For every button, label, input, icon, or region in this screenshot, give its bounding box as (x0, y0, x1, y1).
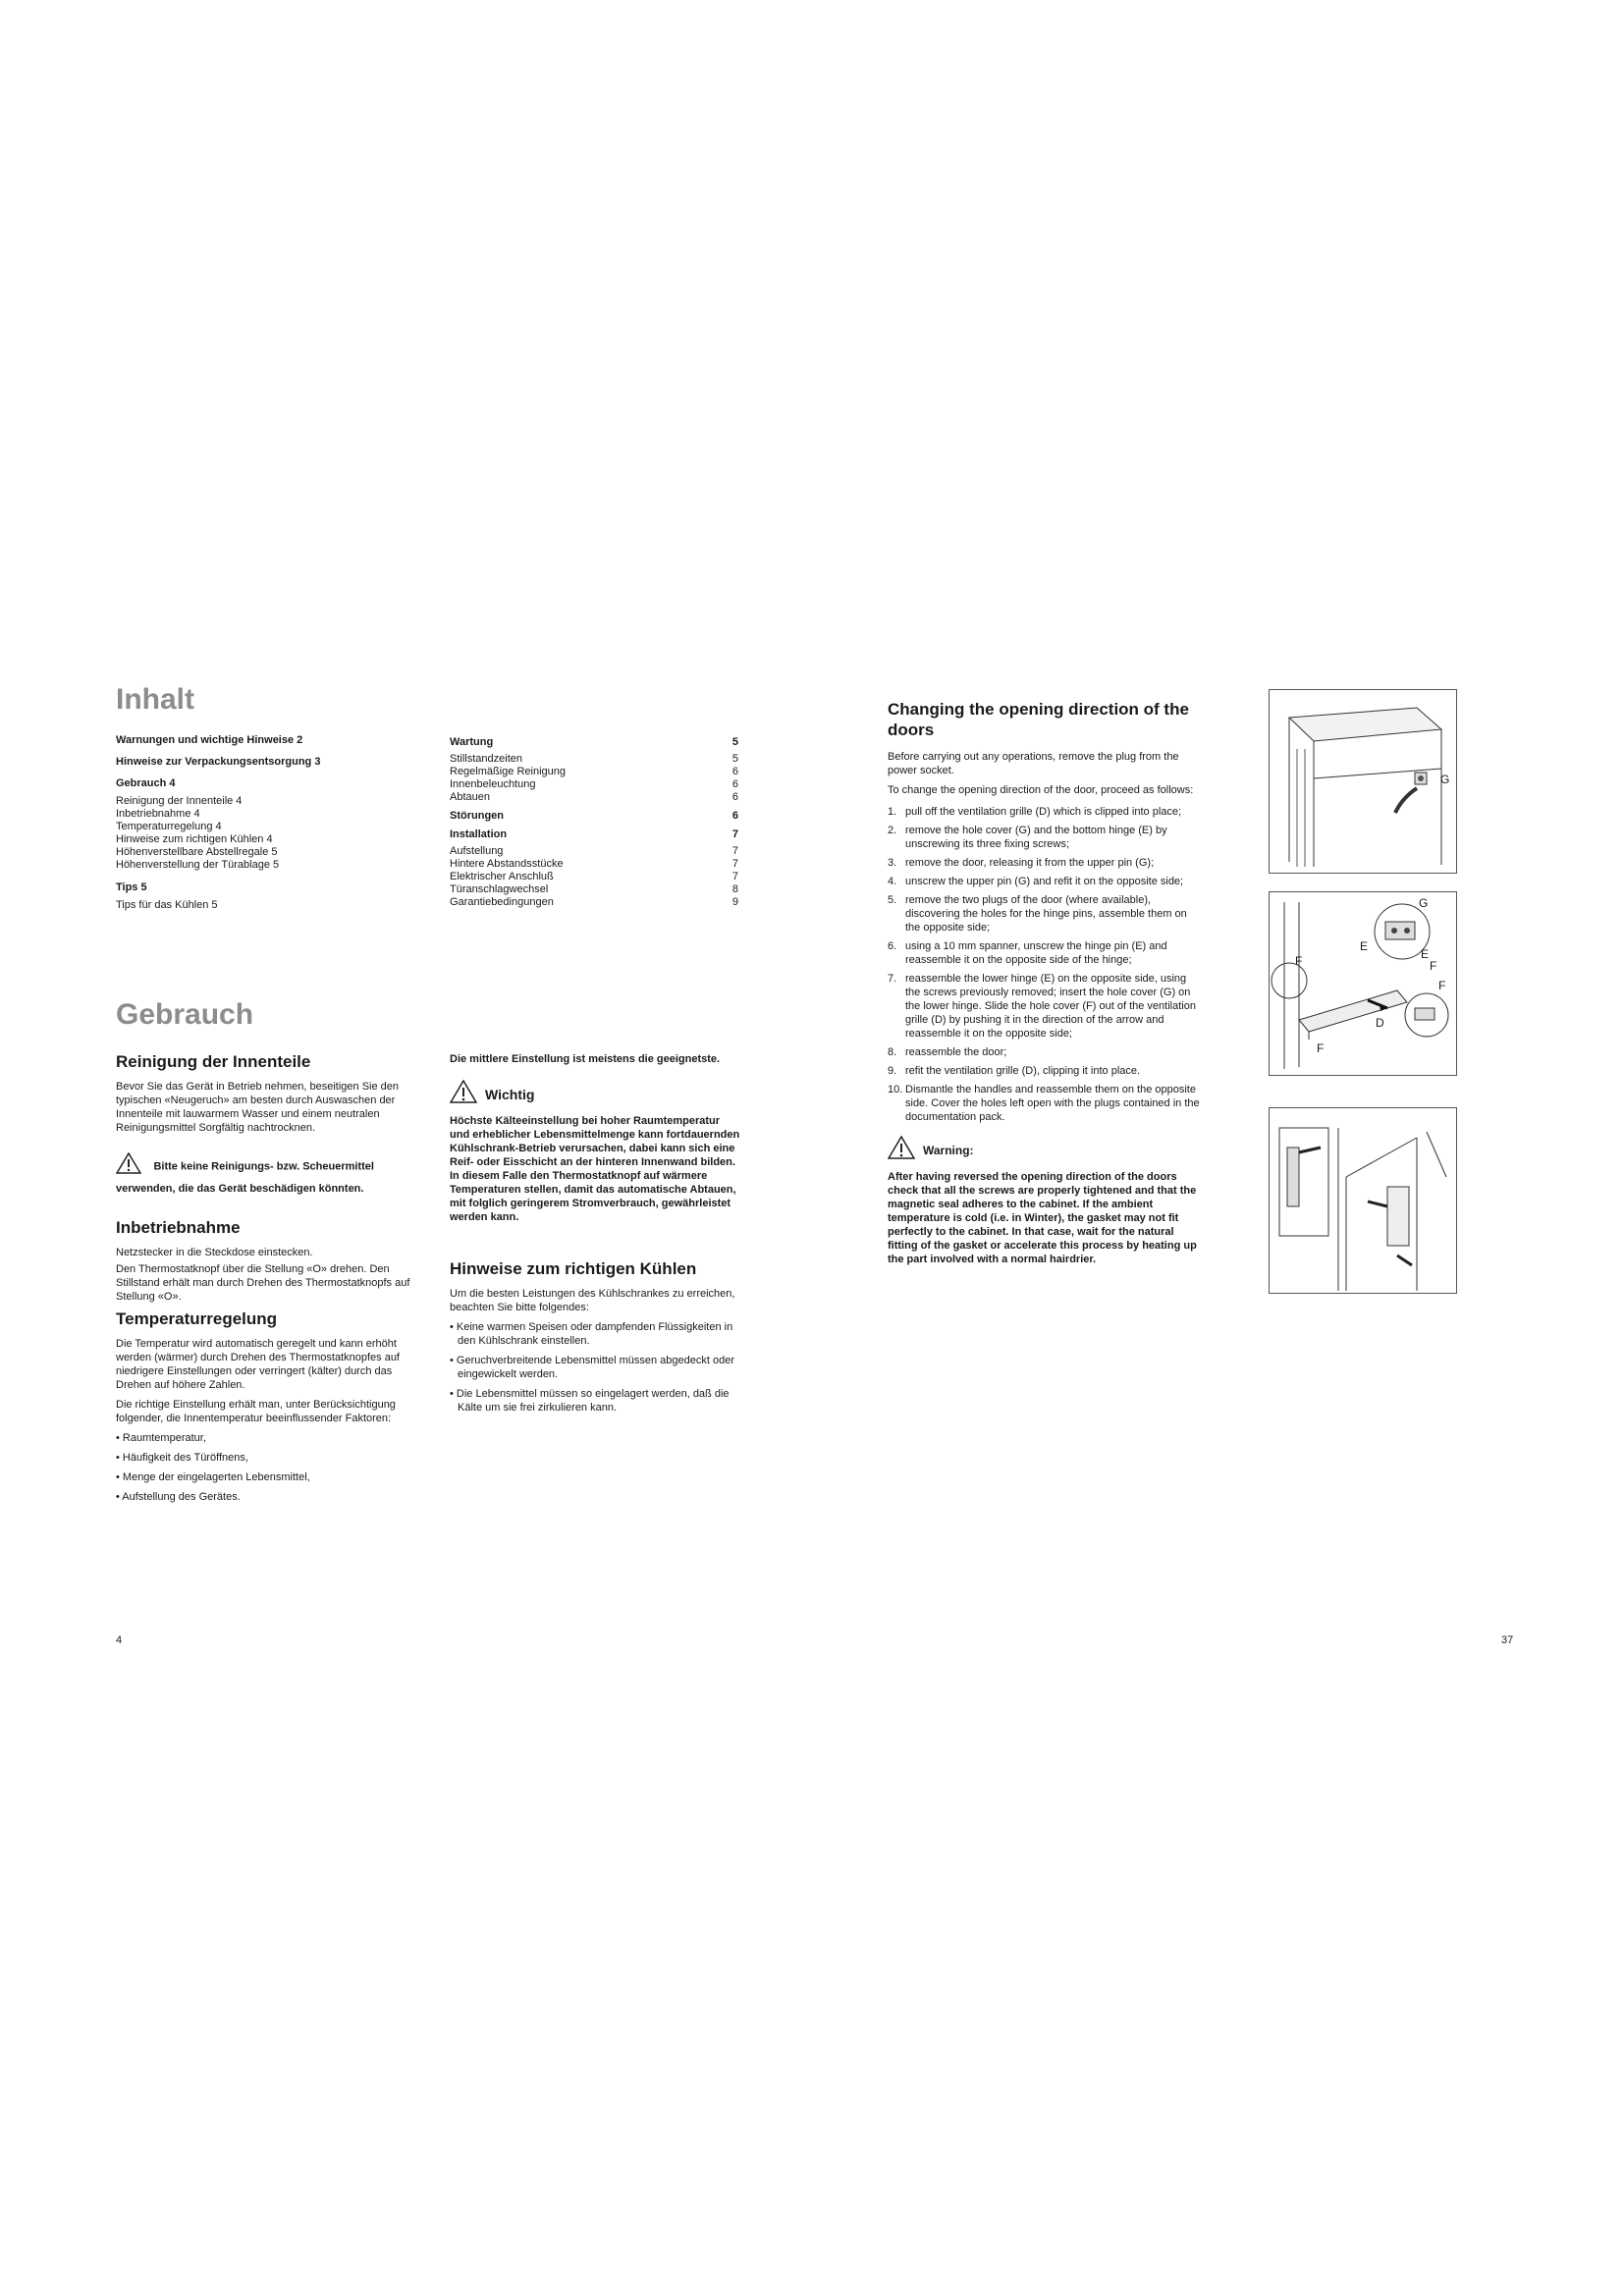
intro-paragraph-1: Before carrying out any operations, remove the plug from the power socket. (888, 751, 1179, 776)
temperaturregelung-p2: Die richtige Einstellung erhält man, unter Berücksichtigung folgender, die Innentemperatur beeinflussender Faktoren: (116, 1399, 396, 1424)
toc-entry: Höhenverstellbare Abstellregale 5 (116, 846, 278, 858)
step-item (888, 1064, 1200, 1078)
factor-item: • Aufstellung des Gerätes. (116, 1491, 241, 1503)
toc-entry (450, 896, 738, 909)
step-text: reassemble the door; (905, 1046, 1007, 1058)
step-text: reassemble the lower hinge (E) on the opposite side, using the screws previously removed; insert the hole cover (G) on the lower hinge. Slide the hole cover (F) out of the ventilation grille (D) by pushing it in the direction of the arrow and reassemble it on the opposite side; (905, 973, 1196, 1040)
toc-entry-page: 8 (731, 883, 738, 895)
inbetriebnahme-heading: Inbetriebnahme (116, 1218, 241, 1237)
label-f: F (1438, 979, 1446, 992)
toc-entry-label: Abtauen (450, 791, 490, 803)
step-number: 7. (888, 973, 897, 985)
warning-triangle-icon (450, 1080, 477, 1108)
toc-entry (450, 883, 738, 896)
toc-entry-label: Aufstellung (450, 845, 504, 857)
step-item (888, 1083, 1200, 1124)
toc-entry-page: 7 (731, 845, 738, 857)
step-text: pull off the ventilation grille (D) which is clipped into place; (905, 806, 1182, 818)
toc-entry (450, 810, 738, 823)
toc-entry: Hinweise zur Verpackungsentsorgung 3 (116, 756, 321, 768)
toc-entry-page: 7 (731, 828, 738, 840)
toc-entry: Warnungen und wichtige Hinweise 2 (116, 734, 303, 746)
temperaturregelung-p1: Die Temperatur wird automatisch geregelt und kann erhöht werden (wärmer) durch Drehen des Thermostatknopfes auf niedrigere Einstellungen oder verringert (kälter) durch das Drehen auf höhere Zahlen. (116, 1338, 400, 1391)
label-f: F (1317, 1041, 1325, 1055)
gebrauch-left-column (116, 1052, 410, 1510)
toc-entry (450, 766, 738, 778)
label-g: G (1419, 896, 1429, 910)
hinweise-item: • Keine warmen Speisen oder dampfenden Flüssigkeiten in den Kühlschrank einstellen. (450, 1321, 733, 1347)
warning-text: After having reversed the opening direction of the doors check that all the screws are properly tightened and that the magnetic seal adheres to the cabinet. If the ambient temperature is cold (i.e. in Winter), the gasket may not fit perfectly to the cabinet. In that case, wait for the natural fitting of the gasket or accelerate this process by heating up the part involved with a normal hairdrier. (888, 1171, 1197, 1265)
hinweise-heading: Hinweise zum richtigen Kühlen (450, 1259, 697, 1278)
toc-entry-page: 6 (731, 791, 738, 803)
wichtig-text: Höchste Kälteeinstellung bei hoher Raumtemperatur und erheblicher Lebensmittelmenge kann fortdauernden Kühlschrank-Betrieb verursachen, dabei kann sich eine Reif- oder Eisschicht an der hinteren Innenwand bilden. In diesem Falle den Thermostatknopf auf wärmere Temperaturen stellen, damit das automatische Abtauen, mit folglich geringerem Stromverbrauch, gewährleistet werden kann. (450, 1115, 740, 1223)
toc-entry (450, 828, 738, 841)
toc-entry-label: Regelmäßige Reinigung (450, 766, 567, 777)
toc-entry-page: 6 (731, 766, 738, 777)
step-number: 1. (888, 806, 897, 818)
toc-entry (450, 858, 738, 871)
factor-item: • Häufigkeit des Türöffnens, (116, 1452, 248, 1464)
step-number: 5. (888, 894, 897, 906)
label-f: F (1430, 959, 1437, 973)
illustration-top-hinge (1269, 689, 1457, 874)
toc-entry-label: Garantiebedingungen (450, 896, 554, 908)
wichtig-row (450, 1080, 740, 1108)
step-text: Dismantle the handles and reassemble them on the opposite side. Cover the holes left open with the plugs contained in the documentation pack. (905, 1084, 1200, 1123)
toc-entry (450, 753, 738, 766)
toc-entry (450, 791, 738, 804)
toc-entry-label: Installation (450, 828, 508, 840)
hinweise-item: • Die Lebensmittel müssen so eingelagert werden, daß die Kälte um sie frei zirkulieren kann. (450, 1388, 730, 1414)
step-number: 3. (888, 857, 897, 869)
toc-entry: Inbetriebnahme 4 (116, 808, 200, 820)
toc-entry-label: Hintere Abstandsstücke (450, 858, 564, 870)
toc-entry-page: 5 (731, 736, 738, 748)
toc-entry: Reinigung der Innenteile 4 (116, 795, 243, 807)
inbetriebnahme-line-1: Netzstecker in die Steckdose einstecken. (116, 1247, 313, 1258)
toc-entry: Tips für das Kühlen 5 (116, 899, 218, 911)
step-item (888, 805, 1200, 819)
step-text: using a 10 mm spanner, unscrew the hinge pin (E) and reassemble it on the opposite side of the hinge; (905, 940, 1167, 966)
toc-entry-label: Wartung (450, 736, 494, 748)
toc-entry-label: Störungen (450, 810, 504, 822)
label-e: E (1360, 939, 1369, 953)
factor-item: • Raumtemperatur, (116, 1432, 206, 1444)
toc-column-2 (450, 736, 738, 909)
step-number: 2. (888, 825, 897, 836)
step-text: remove the two plugs of the door (where available), discovering the holes for the hinge pins, assemble them on the opposite side; (905, 894, 1187, 934)
steps-list (888, 805, 1200, 1124)
toc-column-1 (116, 734, 381, 912)
reinigung-text: Bevor Sie das Gerät in Betrieb nehmen, beseitigen Sie den typischen «Neugeruch» am besten durch Auswaschen der Innenteile mit lauwarmem Wasser und einem neutralen Reinigungsmittel Sorgfältig nachtrocknen. (116, 1081, 400, 1134)
step-item (888, 824, 1200, 851)
right-text-column (888, 699, 1200, 1266)
toc-entry (450, 736, 738, 749)
toc-entry-page: 6 (731, 810, 738, 822)
toc-entry: Hinweise zum richtigen Kühlen 4 (116, 833, 273, 845)
step-number: 9. (888, 1065, 897, 1077)
reinigung-heading: Reinigung der Innenteile (116, 1052, 311, 1071)
temperaturregelung-heading: Temperaturregelung (116, 1309, 278, 1328)
illustration-door-handles (1269, 1107, 1457, 1294)
toc-entry: Höhenverstellung der Türablage 5 (116, 859, 280, 871)
step-text: refit the ventilation grille (D), clipping it into place. (905, 1065, 1141, 1077)
toc-entry-page: 7 (731, 871, 738, 882)
toc-entry-label: Elektrischer Anschluß (450, 871, 554, 882)
illustration-bottom-hinge (1269, 891, 1457, 1076)
warning-label: Warning: (923, 1143, 974, 1157)
page-number-left: 4 (116, 1634, 123, 1646)
step-text: unscrew the upper pin (G) and refit it on the opposite side; (905, 876, 1184, 887)
toc-entry (450, 778, 738, 791)
step-item (888, 893, 1200, 934)
label-e: E (1421, 947, 1430, 961)
gebrauch-right-column (450, 1052, 740, 1420)
step-item (888, 875, 1200, 888)
toc-entry (450, 871, 738, 883)
toc-entry (450, 845, 738, 858)
toc-entry-page: 5 (731, 753, 738, 765)
warning-triangle-icon (116, 1152, 141, 1179)
toc-entry-page: 7 (731, 858, 738, 870)
factor-item: • Menge der eingelagerten Lebensmittel, (116, 1471, 310, 1483)
toc-entry-label: Türanschlagwechsel (450, 883, 549, 895)
step-item (888, 939, 1200, 967)
hinweise-intro: Um die besten Leistungen des Kühlschrankes zu erreichen, beachten Sie bitte folgendes: (450, 1288, 735, 1313)
step-number: 10. (888, 1084, 903, 1095)
step-number: 4. (888, 876, 897, 887)
label-d: D (1376, 1016, 1384, 1030)
mittlere-einstellung: Die mittlere Einstellung ist meistens die geeignetste. (450, 1053, 721, 1065)
hinweise-item: • Geruchverbreitende Lebensmittel müssen abgedeckt oder eingewickelt werden. (450, 1355, 735, 1380)
door-reversal-heading: Changing the opening direction of the doors (888, 700, 1189, 739)
intro-paragraph-2: To change the opening direction of the door, proceed as follows: (888, 784, 1194, 796)
step-text: remove the door, releasing it from the upper pin (G); (905, 857, 1155, 869)
step-item (888, 1045, 1200, 1059)
inbetriebnahme-line-2: Den Thermostatknopf über die Stellung «O» drehen. Den Stillstand erhält man durch Drehen des Thermostatknopfs auf Stellung «O». (116, 1263, 410, 1303)
warning-row (888, 1136, 1200, 1164)
warning-triangle-icon (888, 1136, 915, 1164)
page-number-right: 37 (1501, 1634, 1514, 1646)
reinigung-warning-text: Bitte keine Reinigungs- bzw. Scheuermittel verwenden, die das Gerät beschädigen könnten. (116, 1160, 374, 1195)
step-item (888, 972, 1200, 1041)
step-text: remove the hole cover (G) and the bottom hinge (E) by unscrewing its three fixing screws; (905, 825, 1167, 850)
step-number: 8. (888, 1046, 897, 1058)
label-g: G (1440, 773, 1450, 786)
step-item (888, 856, 1200, 870)
toc-entry: Gebrauch 4 (116, 777, 176, 789)
toc-entry: Temperaturregelung 4 (116, 821, 222, 832)
gebrauch-title: Gebrauch (116, 998, 254, 1031)
toc-entry-page: 6 (731, 778, 738, 790)
wichtig-label: Wichtig (485, 1086, 535, 1102)
reinigung-warning (116, 1152, 410, 1197)
toc-entry-label: Stillstandzeiten (450, 753, 522, 765)
inhalt-title: Inhalt (116, 683, 194, 716)
toc-entry-page: 9 (731, 896, 738, 908)
toc-entry: Tips 5 (116, 881, 147, 893)
step-number: 6. (888, 940, 897, 952)
toc-entry-label: Innenbeleuchtung (450, 778, 536, 790)
label-f: F (1295, 954, 1303, 968)
